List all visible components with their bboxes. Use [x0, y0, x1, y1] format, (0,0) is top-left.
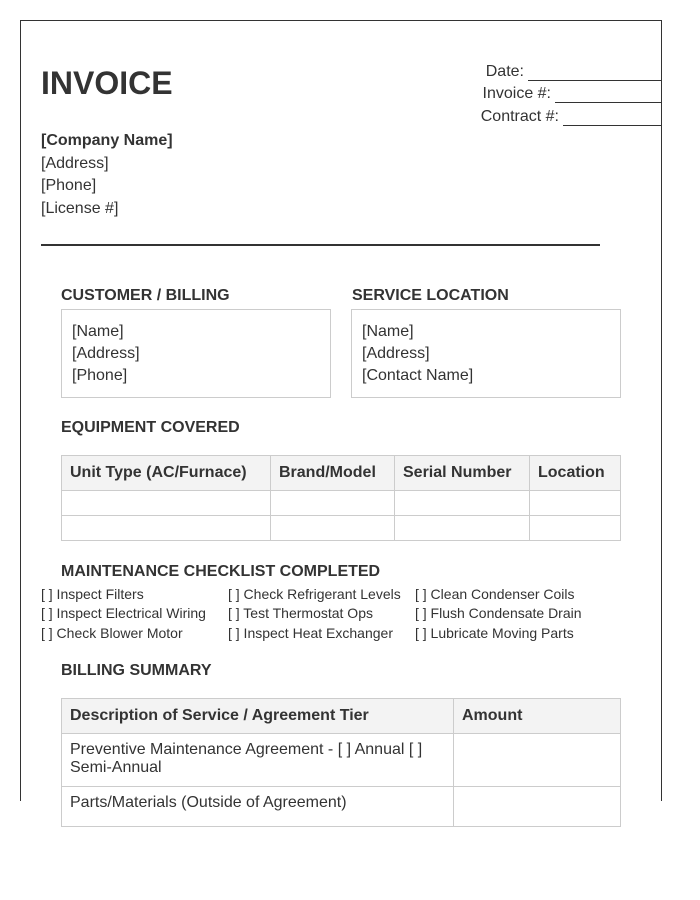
col-description: Description of Service / Agreement Tier [62, 699, 454, 734]
checklist-item[interactable]: [ ] Check Blower Motor [41, 624, 183, 641]
checklist-item[interactable]: [ ] Inspect Filters [41, 586, 144, 602]
service-location-heading: SERVICE LOCATION [352, 287, 509, 304]
company-phone: [Phone] [41, 177, 97, 194]
table-row [62, 787, 621, 827]
customer-phone: [Phone] [72, 367, 128, 384]
table-row [62, 734, 621, 787]
service-address: [Address] [362, 345, 430, 362]
checklist-item[interactable]: [ ] Inspect Heat Exchanger [228, 624, 393, 641]
customer-name: [Name] [72, 323, 124, 340]
date-label: Date: [485, 62, 524, 80]
col-unit-type: Unit Type (AC/Furnace) [62, 456, 271, 491]
checklist-item[interactable]: [ ] Check Refrigerant Levels [228, 586, 401, 602]
customer-billing-heading: CUSTOMER / BILLING [61, 287, 230, 304]
contract-number-label: Contract #: [480, 107, 559, 125]
checklist-item[interactable]: [ ] Lubricate Moving Parts [415, 624, 574, 641]
col-amount: Amount [454, 699, 621, 734]
customer-address: [Address] [72, 345, 140, 362]
checklist-item[interactable]: [ ] Flush Condensate Drain [415, 605, 582, 622]
company-name: [Company Name] [41, 132, 173, 149]
service-name: [Name] [362, 323, 414, 340]
billing-table [61, 698, 621, 827]
service-contact-name: [Contact Name] [362, 367, 474, 384]
col-location: Location [530, 456, 621, 491]
checklist-item[interactable]: [ ] Clean Condenser Coils [415, 586, 575, 602]
equipment-heading: EQUIPMENT COVERED [61, 419, 240, 436]
billing-description-cell: Preventive Maintenance Agreement - [ ] Annual [ ] Semi-Annual [62, 734, 454, 787]
billing-description-cell: Parts/Materials (Outside of Agreement) [62, 787, 454, 827]
checklist-item[interactable]: [ ] Test Thermostat Ops [228, 605, 373, 622]
checklist-item[interactable]: [ ] Inspect Electrical Wiring [41, 605, 206, 622]
checklist-heading: MAINTENANCE CHECKLIST COMPLETED [61, 563, 381, 580]
company-license: [License #] [41, 199, 119, 217]
col-serial-number: Serial Number [395, 456, 530, 491]
billing-summary-heading: BILLING SUMMARY [61, 662, 212, 679]
billing-header-row [62, 699, 621, 734]
col-brand-model: Brand/Model [271, 456, 395, 491]
company-address: [Address] [41, 154, 109, 172]
invoice-title: INVOICE [41, 65, 173, 101]
billing-amount-cell[interactable] [454, 787, 621, 827]
invoice-number-label: Invoice #: [482, 85, 551, 102]
billing-amount-cell[interactable] [454, 734, 621, 787]
